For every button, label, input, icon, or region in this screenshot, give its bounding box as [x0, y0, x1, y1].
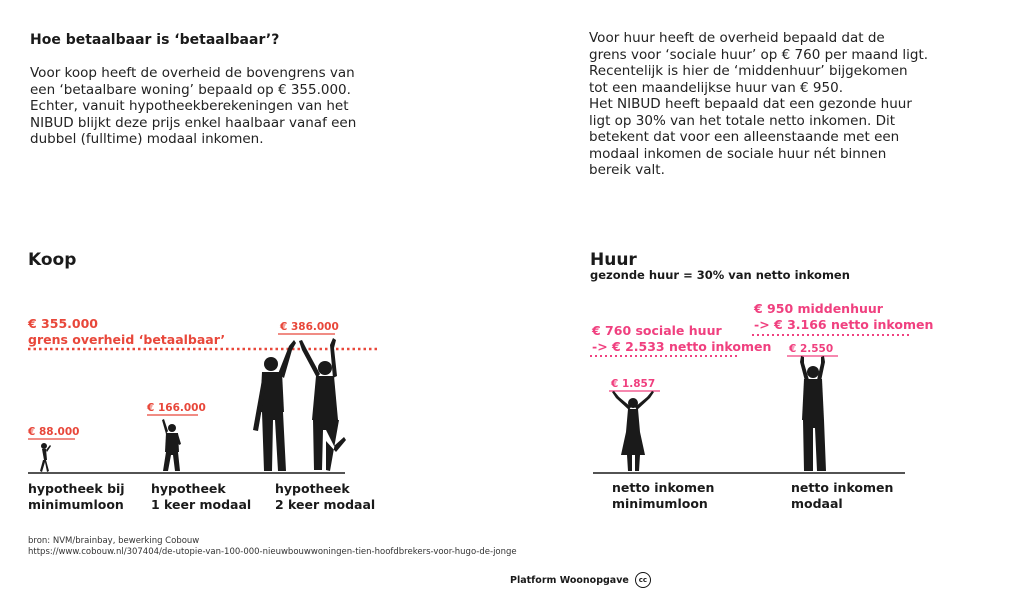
intro-right-line: bereik valt. [589, 162, 665, 178]
intro-left-line: dubbel (fulltime) modaal inkomen. [30, 131, 264, 147]
intro-right-line: modaal inkomen de sociale huur nét binnen [589, 145, 887, 162]
koop-threshold-value: € 355.000 [28, 316, 98, 331]
huur-title: Huur [590, 250, 637, 270]
intro-right-line: Recentelijk is hier de ‘middenhuur’ bijgekomen [589, 63, 908, 79]
huur-value-label: € 1.857 [611, 378, 656, 390]
person-silhouette-medium [162, 419, 181, 471]
huur-midden-line2: -> € 3.166 netto inkomen [754, 317, 934, 332]
huur-caption-line: minimumloon [612, 496, 708, 511]
koop-caption [275, 481, 375, 513]
koop-threshold-text: grens overheid ‘betaalbaar’ [28, 332, 226, 347]
huur-sociale-line2: -> € 2.533 netto inkomen [592, 339, 772, 354]
huur-sociale-line1: € 760 sociale huur [592, 323, 722, 338]
intro-left-line: Echter, vanuit hypotheekberekeningen van het [30, 98, 349, 114]
huur-caption [791, 480, 893, 512]
intro-left-line: een ‘betaalbare woning’ bepaald op € 355.000. [30, 81, 351, 98]
koop-value-label: € 166.000 [147, 402, 206, 414]
person-silhouette-pair [253, 338, 346, 471]
intro-right-line: Het NIBUD heeft bepaald dat een gezonde huur [589, 96, 912, 112]
source-line: bron: NVM/brainbay, bewerking Cobouw [28, 536, 200, 546]
source-note [28, 536, 517, 558]
huur-caption-line: netto inkomen [791, 480, 894, 495]
huur-caption [612, 480, 714, 512]
intro-right-line: betekent dat voor een alleenstaande met een [589, 129, 900, 145]
creative-commons-icon: cc [635, 572, 651, 588]
intro-right-line: Voor huur heeft de overheid bepaald dat de [589, 30, 885, 46]
koop-value-label: € 386.000 [280, 321, 339, 333]
intro-left-line: NIBUD blijkt deze prijs enkel haalbaar vanaf een [30, 114, 357, 131]
koop-caption-line: minimumloon [28, 497, 124, 512]
koop-value-label: € 88.000 [28, 426, 80, 438]
koop-caption-line: hypotheek [151, 481, 226, 496]
intro-right-line: tot een maandelijkse huur van € 950. [589, 79, 843, 96]
person-silhouette-man [800, 356, 826, 471]
intro-heading: Hoe betaalbaar is ‘betaalbaar’? [30, 32, 280, 48]
koop-caption [28, 481, 125, 513]
huur-value-label: € 2.550 [789, 343, 834, 355]
huur-sociale-label [592, 323, 771, 355]
huur-midden-line1: € 950 middenhuur [754, 301, 883, 316]
koop-caption-line: hypotheek bij [28, 481, 125, 496]
huur-midden-label [754, 301, 933, 333]
source-url: https://www.cobouw.nl/307404/de-utopie-van-100-000-nieuwbouwwoningen-tien-hoofdbrekers-voor-hugo-de-jonge [28, 547, 517, 557]
koop-caption-line: 2 keer modaal [275, 497, 376, 512]
footer [510, 572, 651, 588]
footer-label: Platform Woonopgave [510, 574, 629, 586]
huur-subtitle: gezonde huur = 30% van netto inkomen [590, 268, 850, 282]
huur-caption-line: modaal [791, 496, 843, 511]
person-silhouette-small [40, 443, 51, 472]
intro-left-line: Voor koop heeft de overheid de bovengrens van [30, 65, 355, 81]
person-silhouette-woman [612, 391, 654, 471]
koop-caption-line: hypotheek [275, 481, 350, 496]
intro-right-line: ligt op 30% van het totale netto inkomen. Dit [589, 112, 896, 129]
koop-title: Koop [28, 250, 77, 270]
koop-caption [151, 481, 251, 513]
koop-caption-line: 1 keer modaal [151, 497, 252, 512]
intro-right-line: grens voor ‘sociale huur’ op € 760 per maand ligt. [589, 46, 929, 63]
huur-caption-line: netto inkomen [612, 480, 715, 495]
